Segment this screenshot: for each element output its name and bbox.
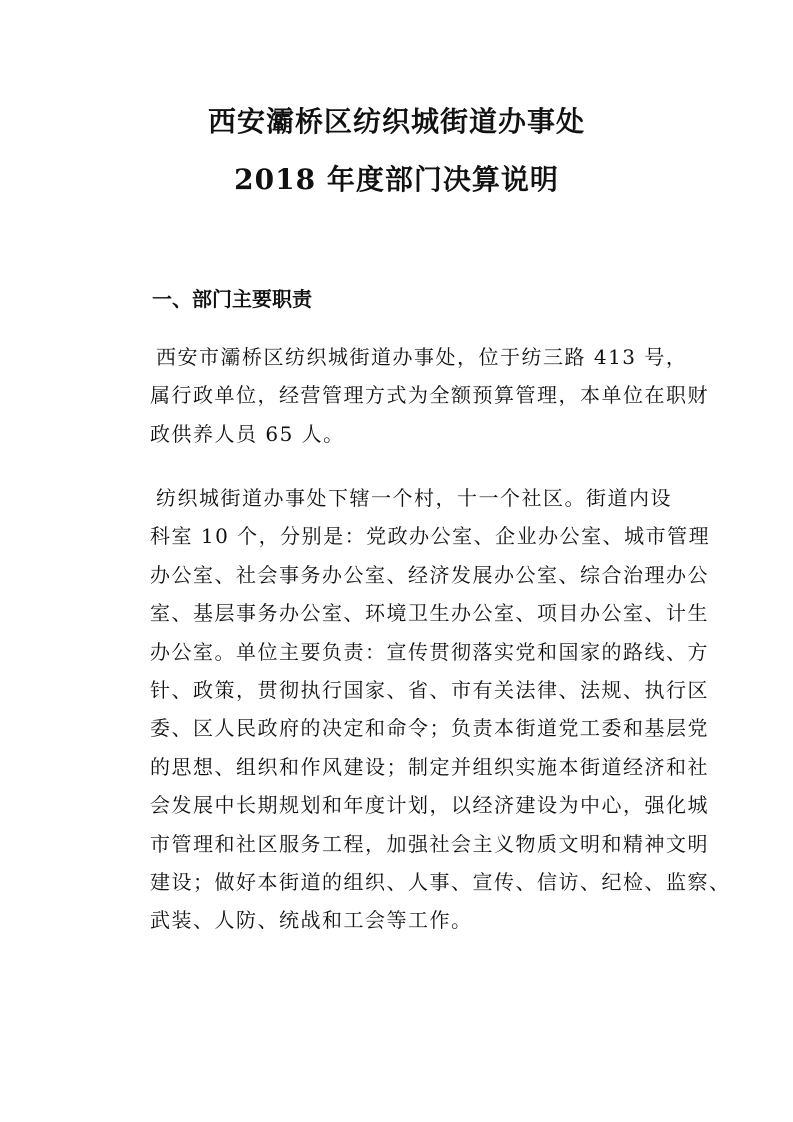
paragraph-2-line: 针、政策，贯彻执行国家、省、市有关法律、法规、执行区 [150,678,709,703]
paragraph-2-line: 会发展中长期规划和年度计划，以经济建设为中心，强化城 [150,793,709,818]
paragraph-2-line: 办公室。单位主要负责：宣传贯彻落实党和国家的路线、方 [150,639,709,664]
paragraph-2-line: 科室 10 个，分别是：党政办公室、企业办公室、城市管理 [150,524,711,549]
paragraph-2-line: 市管理和社区服务工程，加强社会主义物质文明和精神文明 [150,831,709,856]
paragraph-1 [150,338,709,453]
document-title-line-1: 西安灞桥区纺织城街道办事处 [207,105,585,138]
paragraph-2-line: 委、区人民政府的决定和命令；负责本街道党工委和基层党 [150,716,709,741]
document-title-line-2: 2018 年度部门决算说明 [234,163,559,196]
paragraph-2-line: 纺织城街道办事处下辖一个村，十一个社区。街道内设 [156,486,672,510]
paragraph-1-line: 政供养人员 65 人。 [150,421,345,446]
paragraph-2-line: 建设；做好本街道的组织、人事、宣传、信访、纪检、监察、 [150,870,731,895]
paragraph-2-line: 室、基层事务办公室、环境卫生办公室、项目办公室、计生 [150,601,709,626]
paragraph-2-line: 的思想、组织和作风建设；制定并组织实施本街道经济和社 [150,754,709,779]
paragraph-1-line: 西安市灞桥区纺织城街道办事处，位于纺三路 413 号， [156,345,688,369]
section-heading: 一、部门主要职责 [152,287,312,311]
paragraph-2-line: 武装、人防、统战和工会等工作。 [150,908,473,933]
paragraph-2 [150,479,731,940]
paragraph-1-line: 属行政单位，经营管理方式为全额预算管理，本单位在职财 [150,383,709,408]
paragraph-2-line: 办公室、社会事务办公室、经济发展办公室、综合治理办公 [150,562,709,587]
